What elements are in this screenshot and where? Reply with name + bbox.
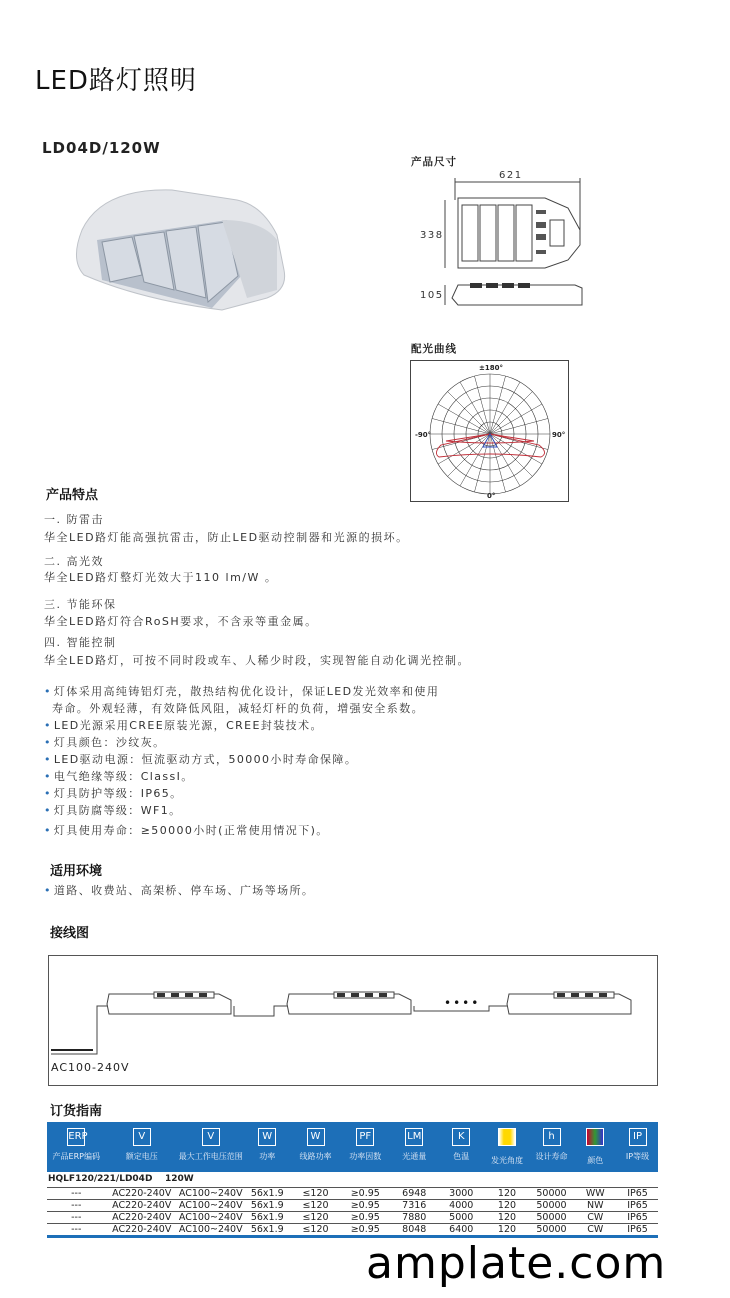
angle-top: ±180° [479, 364, 503, 372]
table-cell: 120 [497, 1212, 517, 1223]
environment-text: • 道路、收费站、高架桥、停车场、广场等场所。 [44, 882, 314, 898]
column-header [391, 1122, 439, 1162]
dimension-width: 621 [499, 170, 523, 181]
table-cell: AC100~240V [178, 1200, 243, 1211]
table-cell: NW [587, 1200, 604, 1211]
column-icon: IP [629, 1128, 647, 1146]
spec-bullet: • 灯具防腐等级：WF1。 [44, 802, 182, 818]
table-cell: AC100~240V [178, 1212, 243, 1223]
table-cell: 5000 [449, 1212, 474, 1223]
table-cell: --- [71, 1224, 82, 1235]
column-label: 色温 [453, 1152, 470, 1161]
column-header [47, 1122, 106, 1162]
features-title: 产品特点 [46, 488, 99, 503]
wiring-continuation: •••• [444, 996, 481, 1010]
spec-bullet: • 灯具使用寿命：≥50000小时(正常使用情况下)。 [44, 822, 329, 838]
column-icon: V [202, 1128, 220, 1146]
table-cell: 56x1.9 [250, 1188, 284, 1199]
column-header [291, 1122, 340, 1162]
table-row [47, 1187, 658, 1199]
angle-left: -90° [415, 431, 432, 439]
table-cell: AC220-240V [112, 1188, 172, 1199]
order-group-label: HQLF120/221/LD04D 120W [48, 1174, 194, 1184]
spec-bullet: • 灯体采用高纯铸铝灯壳，散热结构优化设计，保证LED发光效率和使用 [44, 683, 439, 699]
table-cell: IP65 [627, 1188, 648, 1199]
table-cell: 120 [497, 1188, 517, 1199]
table-cell: 6948 [402, 1188, 427, 1199]
table-cell: AC220-240V [112, 1200, 172, 1211]
table-cell: WW [585, 1188, 605, 1199]
column-label: 颜色 [587, 1156, 604, 1165]
column-label: 设计寿命 [535, 1152, 568, 1161]
polar-spoke [490, 392, 532, 434]
polar-spoke [432, 418, 490, 434]
table-cell: 56x1.9 [250, 1212, 284, 1223]
column-header [340, 1122, 391, 1162]
spec-bullet: • 灯具防护等级：IP65。 [44, 785, 183, 801]
column-label: 功率 [259, 1152, 276, 1161]
dimension-depth: 105 [420, 290, 444, 301]
dimension-height: 338 [420, 230, 444, 241]
table-cell: AC100~240V [178, 1188, 243, 1199]
table-cell: 3000 [449, 1188, 474, 1199]
table-cell: 50000 [536, 1188, 567, 1199]
polar-chart [411, 361, 568, 501]
table-cell: 120 [497, 1200, 517, 1211]
table-cell: 4000 [449, 1200, 474, 1211]
table-cell: CW [587, 1224, 604, 1235]
column-icon: h [543, 1128, 561, 1146]
dimensions-label: 产品尺寸 [411, 156, 457, 168]
column-header [438, 1122, 485, 1162]
feature-head: 三. 节能环保 [44, 598, 117, 611]
table-cell: 50000 [536, 1224, 567, 1235]
table-cell: IP65 [627, 1224, 648, 1235]
column-icon [498, 1128, 516, 1146]
feature-text: 华全LED路灯整灯光效大于110 lm/W 。 [44, 571, 278, 584]
wiring-title: 接线图 [50, 926, 90, 941]
spec-bullet: • 灯具颜色：沙纹灰。 [44, 734, 166, 750]
table-cell: ≥0.95 [350, 1212, 380, 1223]
column-label: 光通量 [402, 1152, 427, 1161]
column-header [617, 1122, 658, 1162]
table-cell: --- [71, 1212, 82, 1223]
polar-spoke [438, 404, 490, 434]
model-name: LD04D/120W [42, 139, 161, 157]
angle-bottom: 0° [487, 492, 496, 500]
column-label: IP等级 [625, 1152, 650, 1161]
angle-right: 90° [552, 431, 566, 439]
column-label: 产品ERP编码 [52, 1152, 100, 1161]
wiring-diagram [48, 955, 658, 1086]
light-curve-box [410, 360, 569, 502]
polar-spoke [490, 418, 548, 434]
table-cell: AC220-240V [112, 1224, 172, 1235]
feature-head: 二. 高光效 [44, 555, 104, 568]
table-cell: ≥0.95 [350, 1224, 380, 1235]
order-table-header [47, 1122, 658, 1172]
table-cell: 50000 [536, 1212, 567, 1223]
table-cell: CW [587, 1212, 604, 1223]
column-icon: W [307, 1128, 325, 1146]
feature-head: 四. 智能控制 [44, 636, 117, 649]
table-cell: --- [71, 1200, 82, 1211]
light-curve-label: 配光曲线 [411, 343, 457, 355]
table-cell: ≤120 [302, 1200, 329, 1211]
wiring-input-label: AC100-240V [51, 1061, 130, 1074]
column-icon: V [133, 1128, 151, 1146]
wiring-lamp-icon [507, 992, 631, 1014]
column-header [106, 1122, 179, 1162]
column-icon: LM [405, 1128, 423, 1146]
column-icon: ERP [67, 1128, 85, 1146]
feature-text: 华全LED路灯能高强抗雷击，防止LED驱动控制器和光源的损坏。 [44, 531, 409, 544]
spec-bullet: • LED驱动电源：恒流驱动方式，50000小时寿命保障。 [44, 751, 357, 767]
table-row [47, 1223, 658, 1235]
spec-bullet-cont: 寿命。外观轻薄，有效降低风阻，减轻灯杆的负荷，增强安全系数。 [52, 702, 424, 715]
table-cell: ≤120 [302, 1188, 329, 1199]
table-cell: AC220-240V [112, 1212, 172, 1223]
table-cell: IP65 [627, 1212, 648, 1223]
wiring-svg [49, 956, 657, 1085]
table-cell: IP65 [627, 1200, 648, 1211]
column-header [530, 1122, 574, 1162]
column-header [178, 1122, 244, 1162]
table-cell: ≥0.95 [350, 1188, 380, 1199]
table-cell: 56x1.9 [250, 1200, 284, 1211]
table-cell: 7316 [402, 1200, 427, 1211]
watermark: amplate.com [366, 1238, 667, 1289]
column-header [244, 1122, 292, 1162]
column-icon: W [258, 1128, 276, 1146]
table-cell: 56x1.9 [250, 1224, 284, 1235]
spec-bullet: • LED光源采用CREE原装光源，CREE封装技术。 [44, 717, 323, 733]
column-header [485, 1122, 530, 1166]
table-cell: --- [71, 1188, 82, 1199]
wiring-lamp-icon [287, 992, 411, 1014]
table-cell: ≤120 [302, 1212, 329, 1223]
column-label: 发光角度 [491, 1156, 523, 1165]
table-row [47, 1199, 658, 1211]
column-icon [586, 1128, 604, 1146]
table-cell: ≤120 [302, 1224, 329, 1235]
polar-spoke [460, 382, 490, 434]
table-cell: 120 [497, 1224, 517, 1235]
table-row [47, 1211, 658, 1223]
order-title: 订货指南 [50, 1104, 103, 1119]
table-cell: 50000 [536, 1200, 567, 1211]
column-label: 额定电压 [125, 1152, 158, 1161]
product-image [62, 180, 297, 320]
feature-text: 华全LED路灯符合RoSH要求，不含汞等重金属。 [44, 615, 318, 628]
polar-spoke [490, 382, 520, 434]
light-curve [436, 434, 544, 457]
column-header [574, 1122, 618, 1166]
feature-head: 一. 防雷击 [44, 513, 104, 526]
wiring-lamp-icon [107, 992, 231, 1014]
table-cell: 7880 [402, 1212, 427, 1223]
table-cell: 8048 [402, 1224, 427, 1235]
spec-bullet: • 电气绝缘等级：ClassⅠ。 [44, 768, 194, 784]
column-label: 功率因数 [349, 1152, 382, 1161]
table-cell: 6400 [449, 1224, 474, 1235]
column-label: 线路功率 [299, 1152, 332, 1161]
column-icon: K [452, 1128, 470, 1146]
column-icon: PF [356, 1128, 374, 1146]
environment-title: 适用环境 [50, 864, 103, 879]
column-label: 最大工作电压范围 [178, 1152, 243, 1161]
feature-text: 华全LED路灯，可按不同时段或车、人稀少时段，实现智能自动化调光控制。 [44, 654, 471, 667]
table-cell: ≥0.95 [350, 1200, 380, 1211]
polar-spoke [448, 392, 490, 434]
polar-spoke [490, 404, 542, 434]
table-cell: AC100~240V [178, 1224, 243, 1235]
page-title: LED路灯照明 [35, 66, 197, 96]
polar-spoke [490, 376, 506, 434]
polar-spoke [474, 376, 490, 434]
